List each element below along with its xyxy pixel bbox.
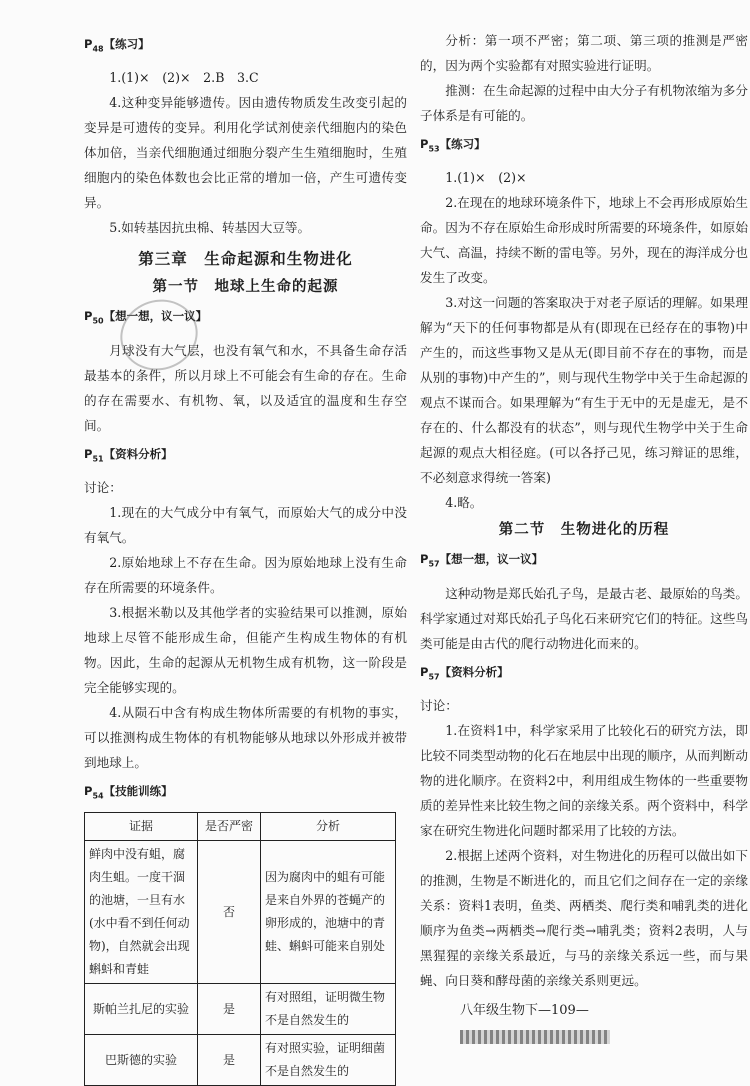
answer-line: 1.(1)× (2)× 2.B 3.C xyxy=(109,70,259,86)
answer-paragraph: 这种动物是郑氏始孔子鸟，是最古老、最原始的鸟类。科学家通过对郑氏始孔子鸟化石来研究它们的特征。这些鸟类可能是由古代的爬行动物进化而来的。 xyxy=(420,585,748,651)
table-cell: 有对照实验，证明细菌不是自然发生的 xyxy=(261,1035,396,1086)
table-header-row xyxy=(85,813,396,841)
left-column xyxy=(84,28,407,1086)
print-registration-bar xyxy=(460,1030,610,1044)
answer-paragraph: 推测：在生命起源的过程中由大分子有机物浓缩为多分子体系是有可能的。 xyxy=(420,83,748,123)
answer-paragraph: 1.现在的大气成分中有氧气，而原始大气的成分中没有氧气。 xyxy=(84,504,407,545)
section-title: 第一节 地球上生命的起源 xyxy=(152,279,339,296)
skill-training-table xyxy=(84,812,396,1086)
answer-paragraph: 2.原始地球上不存在生命。因为原始地球上没有生命存在所需要的环境条件。 xyxy=(84,554,407,595)
answer-paragraph: 分析：第一项不严密；第二项、第三项的推测是严密的，因为两个实验都有对照实验进行证明。 xyxy=(420,33,748,73)
table-row xyxy=(85,984,396,1035)
section-title: 第二节 生物进化的历程 xyxy=(498,522,670,539)
answer-line: 4.略。 xyxy=(445,495,483,511)
table-cell: 否 xyxy=(198,841,261,984)
answer-paragraph: 4.从陨石中含有构成生物体所需要的有机物的事实，可以推测构成生物体的有机物能够从地球以外形成并被带到地球上。 xyxy=(84,704,407,770)
answer-paragraph: 2.根据上述两个资料，对生物进化的历程可以做出如下的推测，生物是不断进化的，而且它们之间存在一定的亲缘关系：资料1表明，鱼类、两栖类、爬行类和哺乳类的进化顺序为鱼类→两栖类→爬行类→哺乳类；资料2表明，人与黑猩猩的亲缘关系最近，与马的亲缘关系远一些，而与果蝇、向日葵和酵母菌的亲缘关系则更远。 xyxy=(420,847,748,988)
discussion-heading: 讨论： xyxy=(84,479,122,495)
page-footer: 八年级生物下—109— xyxy=(460,1003,589,1018)
table-cell: 是 xyxy=(198,1035,261,1086)
section-label-p48: $P_{48}$【练习】 xyxy=(84,37,150,54)
section-label-p57: $P_{57}$【想一想，议一议】 xyxy=(420,552,544,569)
table-header: 分析 xyxy=(261,813,396,841)
table-cell: 巴斯德的实验 xyxy=(85,1035,198,1086)
answer-paragraph: 1.在资料1中，科学家采用了比较化石的研究方法，即比较不同类型动物的化石在地层中出现的顺序，从而判断动物的进化顺序。在资料2中，利用组成生物体的一些重要物质的差异性来比较生物之间的亲缘关系。两个资料中，科学家在研究生物进化问题时都采用了比较的方法。 xyxy=(420,722,748,838)
section-label-p51: $P_{51}$【资料分析】 xyxy=(84,446,173,463)
answer-line: 5.如转基因抗虫棉、转基因大豆等。 xyxy=(109,220,311,236)
table-cell: 斯帕兰扎尼的实验 xyxy=(85,984,198,1035)
section-label-p53: $P_{53}$【练习】 xyxy=(420,137,486,154)
table-header: 证据 xyxy=(85,813,198,841)
answer-paragraph: 4.这种变异能够遗传。因由遗传物质发生改变引起的变异是可遗传的变异。利用化学试剂使亲代细胞内的染色体加倍，当亲代细胞通过细胞分裂产生生殖细胞时，生殖细胞内的染色体数也会比正常的增加一倍，产生可遗传变异。 xyxy=(84,95,407,211)
table-cell: 是 xyxy=(198,984,261,1035)
section-label-p54: $P_{54}$【技能训练】 xyxy=(84,783,173,801)
section-label-p57b: $P_{57}$【资料分析】 xyxy=(420,664,509,681)
answer-paragraph: 3.对这一问题的答案取决于对老子原话的理解。如果理解为“天下的任何事物都是从有(即现在已经存在的事物)中产生的，而这些事物又是从无(即目前不存在的事物，而是从别的事物)中产生的”，则与现代生物学中关于生命起源的观点不谋而合。如果理解为“有生于无中的无是虚无，是不存在的、什么都没有的状态”，则与现代生物学中关于生命起源的观点大相径庭。(可以各抒己见，练习辩证的思维，不必刻意求得统一答案) xyxy=(420,295,748,486)
table-cell: 因为腐肉中的蛆有可能是来自外界的苍蝇产的卵形成的，池塘中的青蛙、蝌蚪可能来自别处 xyxy=(261,841,396,984)
section-label-p50: $P_{50}$【想一想，议一议】 xyxy=(84,309,208,326)
answer-paragraph: 3.根据米勒以及其他学者的实验结果可以推测，原始地球上尽管不能形成生命，但能产生构成生物体的有机物。因此，生命的起源从无机物生成有机物，这一阶段是完全能够实现的。 xyxy=(84,604,407,695)
table-row xyxy=(85,841,396,984)
answer-paragraph: 2.在现在的地球环境条件下，地球上不会再形成原始生命。因为不存在原始生命形成时所需要的环境条件，如原始大气、高温，持续不断的雷电等。另外，现在的海洋成分也发生了改变。 xyxy=(420,195,748,286)
table-cell: 有对照组，证明微生物不是自然发生的 xyxy=(261,984,396,1035)
table-cell: 鲜肉中没有蛆，腐肉生蛆。一度干涸的池塘，一旦有水(水中看不到任何动物)，自然就会出现蝌蚪和青蛙 xyxy=(85,841,198,984)
answer-line: 1.(1)× (2)× xyxy=(445,170,527,186)
chapter-title: 第三章 生命起源和生物进化 xyxy=(138,250,353,269)
table-header: 是否严密 xyxy=(198,813,261,841)
watermark-logo xyxy=(620,1000,740,1040)
answer-paragraph: 月球没有大气层，也没有氧气和水，不具备生命存活最基本的条件，所以月球上不可能会有生命的存在。生命的存在需要水、有机物、氧，以及适宜的温度和生存空间。 xyxy=(84,342,407,433)
discussion-heading: 讨论： xyxy=(420,697,458,713)
table-row xyxy=(85,1035,396,1086)
right-column xyxy=(420,28,748,993)
